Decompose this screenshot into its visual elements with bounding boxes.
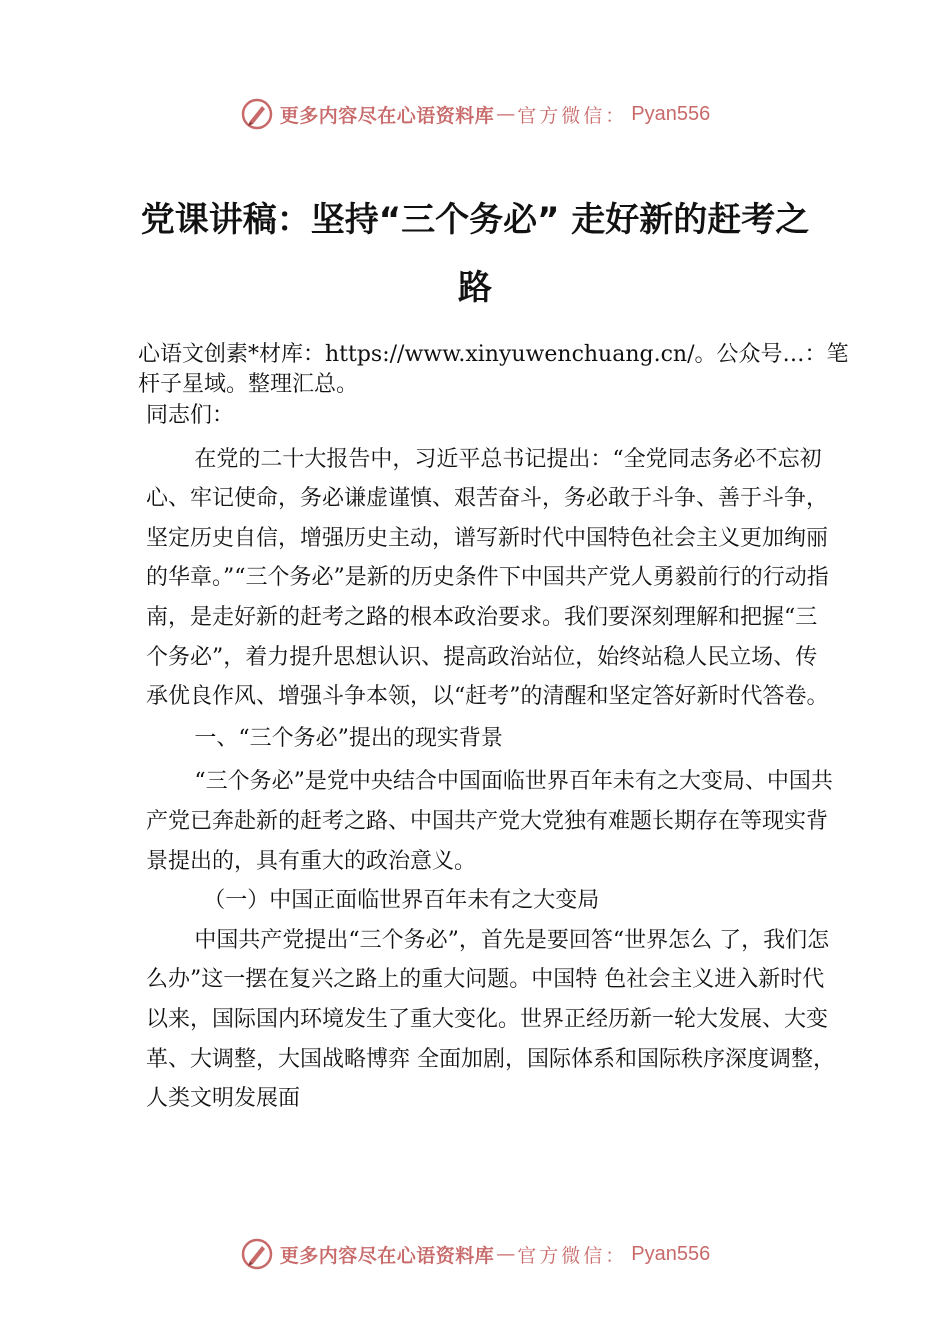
watermark-banner-bottom (0, 1234, 950, 1274)
pen-logo-icon (240, 97, 274, 131)
watermark-separator: — (496, 1243, 516, 1265)
section-heading-1: 一、“三个务必”提出的现实背景 (194, 725, 503, 751)
paragraph-intro: 在党的二十大报告中，习近平总书记提出：“全党同志务必不忘初心、牢记使命，务必谦虚谨慎、艰苦奋斗，务必敢于斗争、善于斗争，坚定历史自信，增强历史主动，谱写新时代中国特色社会主义更加绚丽的华章。”“三个务必”是新的历史条件下中国共产党人勇毅前行的行动指南，是走好新的赶考之路的根本政治要求。我们要深刻理解和把握“三个务必”，着力提升思想认识、提高政治站位，始终站稳人民立场、传承优良作风、增强斗争本领，以“赶考”的清醒和坚定答好新时代答卷。 (146, 446, 829, 710)
watermark-banner-top (0, 94, 950, 134)
watermark-id: Pyan556 (631, 1242, 711, 1265)
watermark-text: 更多内容尽在心语资料库 (279, 104, 495, 127)
paragraph-background: “三个务必”是党中央结合中国面临世界百年未有之大变局、中国共产党已奔赴新的赶考之路、中国共产党大党独有难题长期存在等现实背景提出的，具有重大的政治意义。 (146, 769, 833, 874)
paragraph-world-change: 中国共产党提出“三个务必”，首先是要回答“世界怎么 了，我们怎么办”这一摆在复兴之路上的重大问题。中国特 色社会主义进入新时代以来，国际国内环境发生了重大变化。世界正经历新一轮大发展、大变革、大调整，大国战略博弈 全面加剧，国际体系和国际秩序深度调整，人类文明发展面 (146, 927, 835, 1112)
pen-logo-icon (240, 1237, 274, 1271)
watermark-separator: — (496, 103, 516, 125)
watermark-label: 官方微信： (517, 104, 628, 127)
watermark-text: 更多内容尽在心语资料库 (279, 1244, 495, 1267)
document-title: 党课讲稿：坚持“三个务必” 走好新的赶考之路 (140, 200, 810, 308)
salutation: 同志们： (146, 403, 235, 428)
subsection-heading-1: （一）中国正面临世界百年未有之大变局 (203, 888, 600, 914)
document-body (146, 396, 836, 1119)
watermark-id: Pyan556 (631, 102, 711, 125)
source-line: 心语文创素*材库：https://www.xinyuwenchuang.cn/。公众号…：笔杆子星域。整理汇总。 (138, 342, 849, 397)
watermark-label: 官方微信： (517, 1244, 628, 1267)
